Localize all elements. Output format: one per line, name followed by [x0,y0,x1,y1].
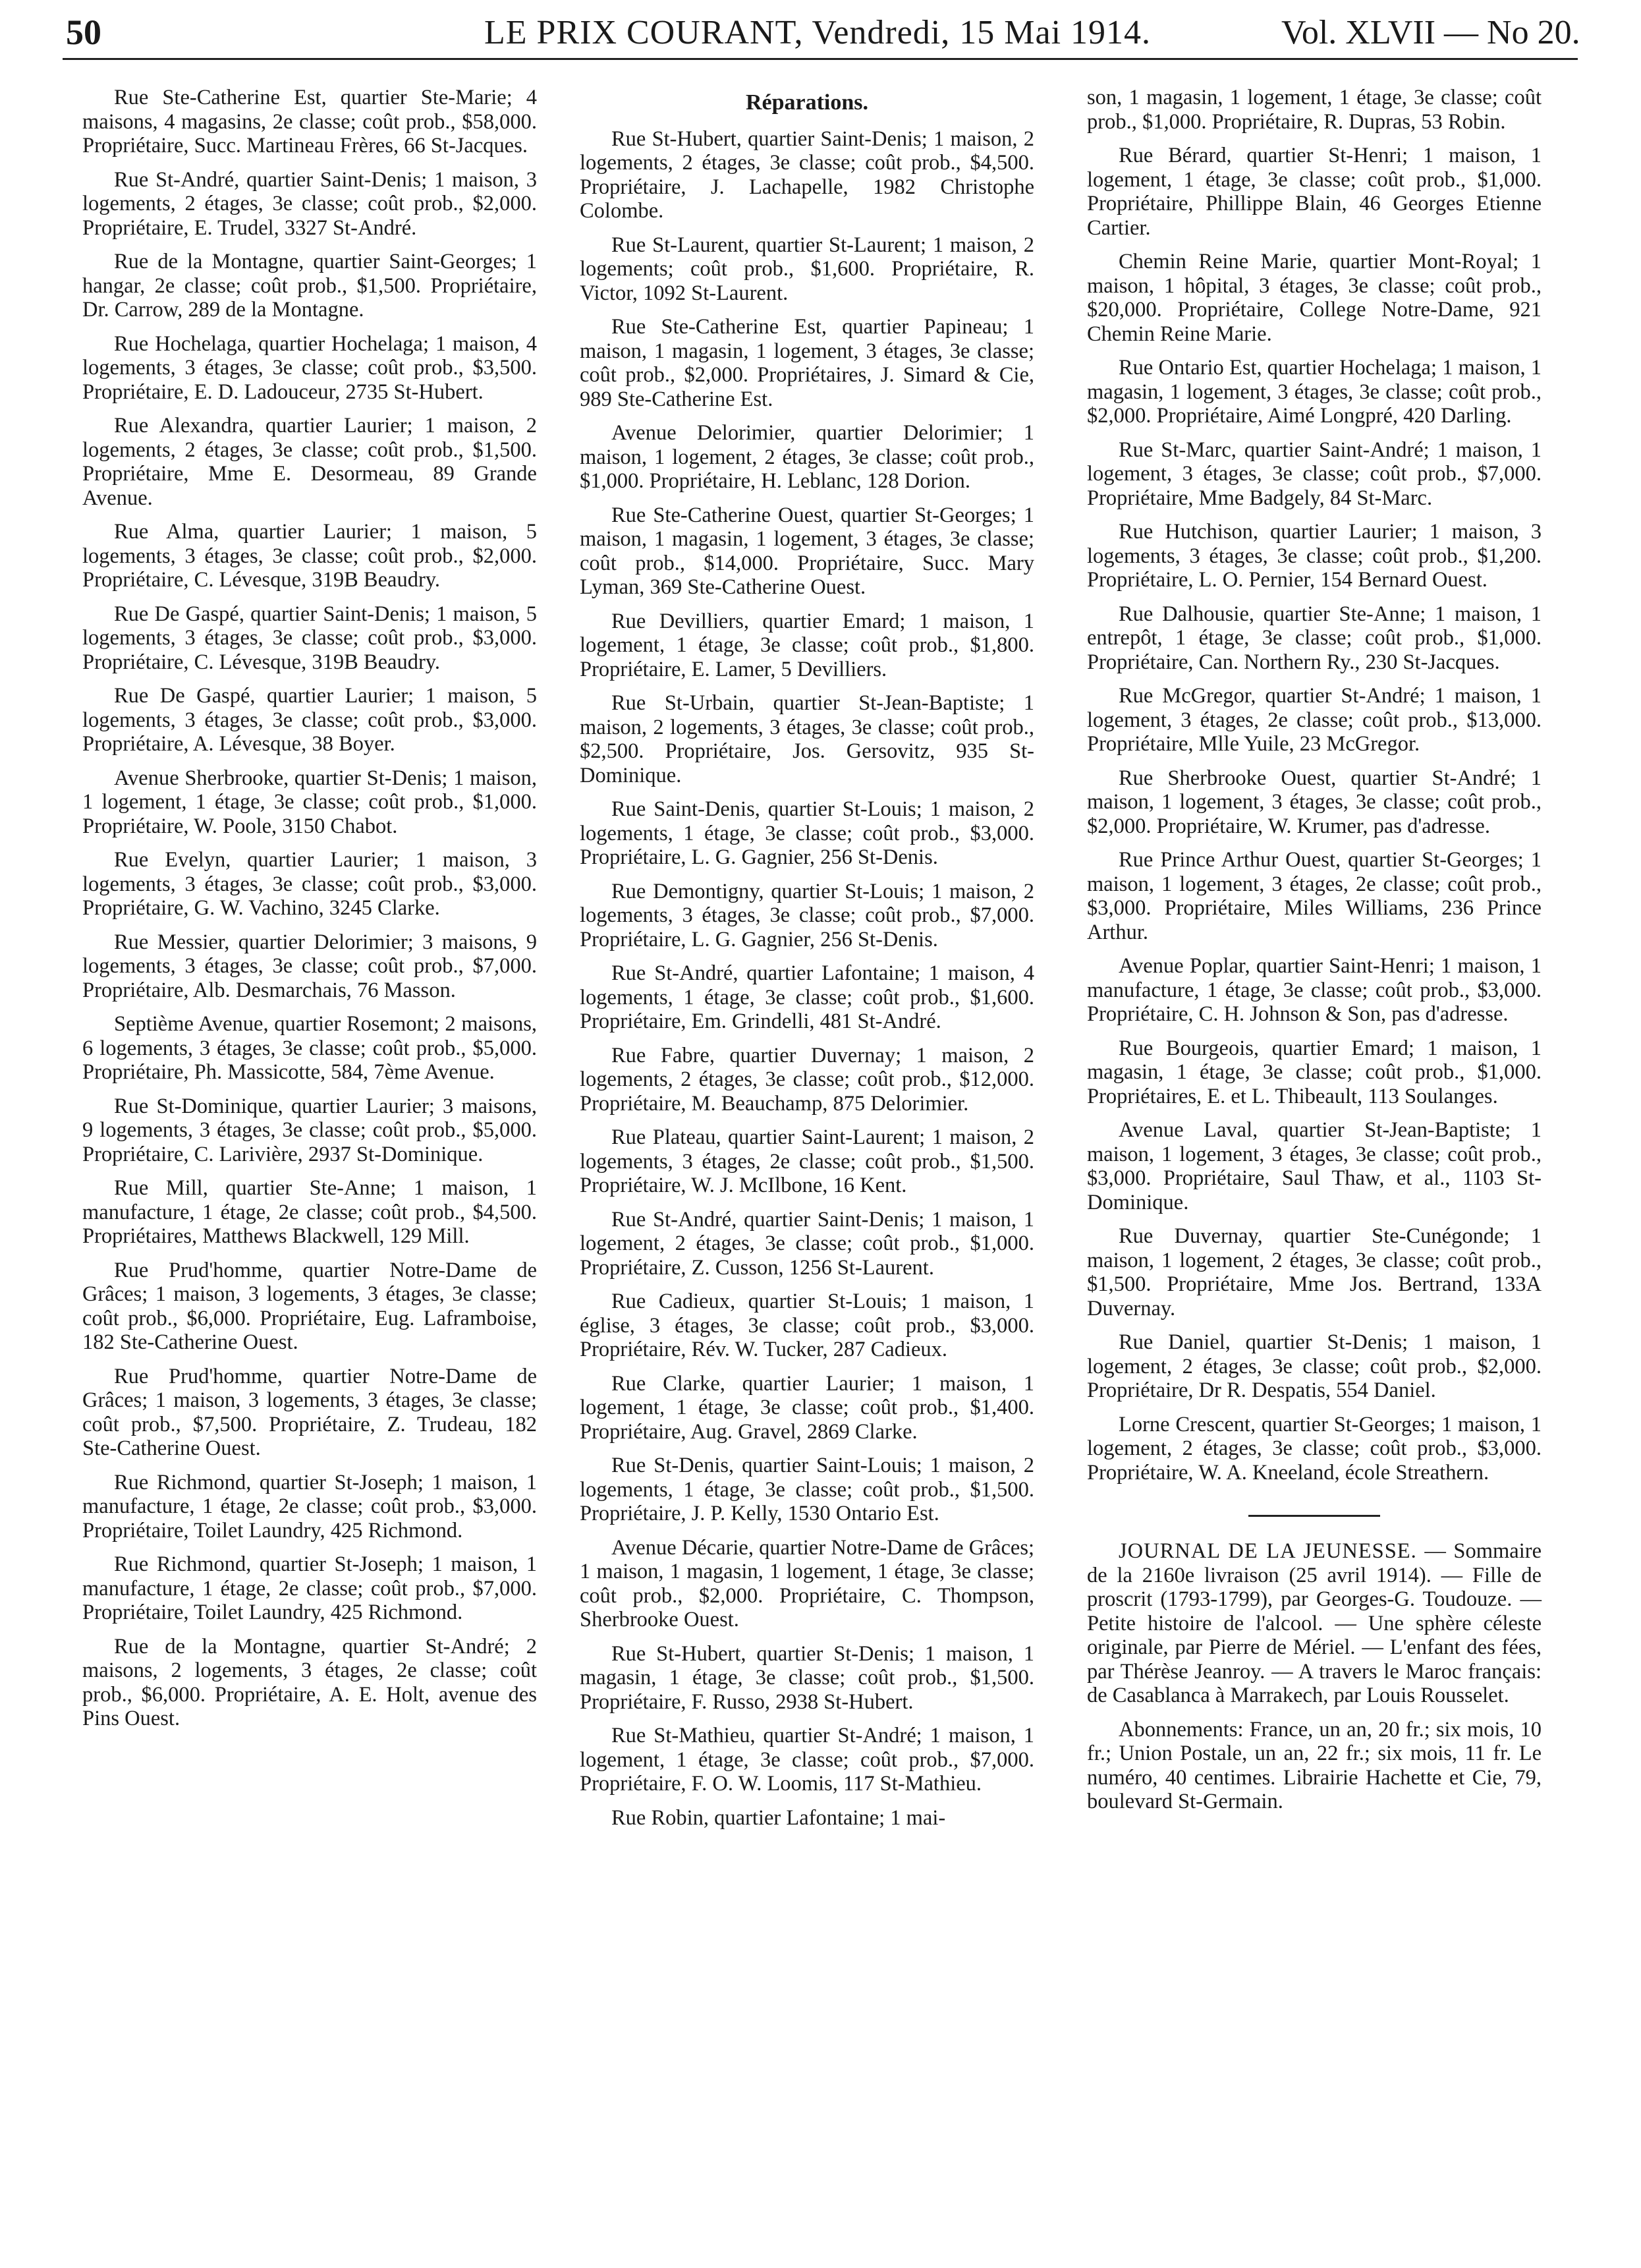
header-rule [63,58,1578,60]
listing: Rue De Gaspé, quartier Laurier; 1 maison, 5 logements, 3 étages, 3e classe; coût prob., $3,000. Propriétaire, A. Lévesque, 38 Boyer. [82,684,537,756]
listing: Rue Evelyn, quartier Laurier; 1 maison, 3 logements, 3 étages, 3e classe; coût prob., $3,000. Propriétaire, G. W. Vachino, 3245 Clarke. [82,848,537,920]
listing: Avenue Delorimier, quartier Delorimier; 1 maison, 1 logement, 2 étages, 3e classe; coût prob., $1,000. Propriétaire, H. Leblanc, 128 Dorion. [580,421,1034,493]
listing: Rue Prince Arthur Ouest, quartier St-Georges; 1 maison, 1 logement, 3 étages, 2e classe; coût prob., $3,000. Propriétaire, Miles Williams, 236 Prince Arthur. [1087,848,1542,944]
listing: Rue Alexandra, quartier Laurier; 1 maison, 2 logements, 2 étages, 3e classe; coût prob., $1,500. Propriétaire, Mme E. Desormeau, 89 Grande Avenue. [82,414,537,510]
journal-title: JOURNAL DE LA JEUNESSE. [1119,1539,1417,1563]
column-2 [580,86,1034,1840]
journal-summary-text: — Sommaire de la 2160e livraison (25 avril 1914). — Fille de proscrit (1793-1799), par Georges-G. Toudouze. — Petite histoire de l'alcool. — Une sphère céleste originale, par Pierre de Mériel. — L'enfant des fées, par Thérèse Jeanroy. — A travers le Maroc français: de Casablanca à Marrakech, par Louis Rousselet. [1087,1539,1542,1707]
listing: Rue St-Hubert, quartier Saint-Denis; 1 maison, 2 logements, 2 étages, 3e classe; coût prob., $4,500. Propriétaire, J. Lachapelle, 1982 Christophe Colombe. [580,127,1034,223]
journal-subscriptions: Abonnements: France, un an, 20 fr.; six mois, 10 fr.; Union Postale, un an, 22 fr.; six mois, 11 fr. Le numéro, 40 centimes. Librairie Hachette et Cie, 79, boulevard St-Germain. [1087,1717,1542,1813]
listing: Chemin Reine Marie, quartier Mont-Royal; 1 maison, 1 hôpital, 3 étages, 3e classe; coût prob., $20,000. Propriétaire, College Notre-Dame, 921 Chemin Reine Marie. [1087,250,1542,346]
listing: Rue Ste-Catherine Est, quartier Ste-Marie; 4 maisons, 4 magasins, 2e classe; coût prob., $58,000. Propriétaire, Succ. Martineau Frères, 66 St-Jacques. [82,86,537,157]
listing: Rue St-Dominique, quartier Laurier; 3 maisons, 9 logements, 3 étages, 3e classe; coût prob., $5,000. Propriétaire, C. Larivière, 2937 St-Dominique. [82,1094,537,1166]
listing: Rue Demontigny, quartier St-Louis; 1 maison, 2 logements, 3 étages, 3e classe; coût prob., $7,000. Propriétaire, L. G. Gagnier, 256 St-Denis. [580,879,1034,951]
page-number: 50 [66,13,101,52]
listing: Rue Richmond, quartier St-Joseph; 1 maison, 1 manufacture, 1 étage, 2e classe; coût prob., $3,000. Propriétaire, Toilet Laundry, 425 Richmond. [82,1470,537,1543]
listing: Rue Clarke, quartier Laurier; 1 maison, 1 logement, 1 étage, 3e classe; coût prob., $1,400. Propriétaire, Aug. Gravel, 2869 Clarke. [580,1371,1034,1444]
listing: Rue Duvernay, quartier Ste-Cunégonde; 1 maison, 1 logement, 2 étages, 3e classe; coût prob., $1,500. Propriétaire, Mme Jos. Bertrand, 133A Duvernay. [1087,1224,1542,1320]
listing: Rue St-Hubert, quartier St-Denis; 1 maison, 1 magasin, 1 étage, 3e classe; coût prob., $1,500. Propriétaire, F. Russo, 2938 St-Hubert. [580,1641,1034,1714]
listing: Rue Ste-Catherine Ouest, quartier St-Georges; 1 maison, 1 magasin, 1 logement, 3 étages, 3e classe; coût prob., $14,000. Propriétaire, Succ. Mary Lyman, 369 Ste-Catherine Ouest. [580,503,1034,599]
listing: Rue Ste-Catherine Est, quartier Papineau; 1 maison, 1 magasin, 1 logement, 3 étages, 3e classe; coût prob., $2,000. Propriétaires, J. Simard & Cie, 989 Ste-Catherine Est. [580,315,1034,411]
listing: Avenue Laval, quartier St-Jean-Baptiste; 1 maison, 1 logement, 3 étages, 3e classe; coût prob., $3,000. Propriétaire, Saul Thaw, et al., 1103 St-Dominique. [1087,1118,1542,1214]
listing: Rue Cadieux, quartier St-Louis; 1 maison, 1 église, 3 étages, 3e classe; coût prob., $3,000. Propriétaire, Rév. W. Tucker, 287 Cadieux. [580,1290,1034,1361]
section-heading-reparations: Réparations. [745,90,869,115]
listing: Rue Richmond, quartier St-Joseph; 1 maison, 1 manufacture, 1 étage, 2e classe; coût prob., $7,000. Propriétaire, Toilet Laundry, 425 Richmond. [82,1552,537,1624]
listing: Rue Devilliers, quartier Emard; 1 maison, 1 logement, 1 étage, 3e classe; coût prob., $1,800. Propriétaire, E. Lamer, 5 Devilliers. [580,609,1034,681]
listing: Avenue Décarie, quartier Notre-Dame de Grâces; 1 maison, 1 magasin, 1 logement, 1 étage, 3e classe; coût prob., $2,000. Propriétaire, C. Thompson, Sherbrooke Ouest. [580,1535,1034,1631]
listing: Rue St-Denis, quartier Saint-Louis; 1 maison, 2 logements, 1 étage, 3e classe; coût prob., $1,500. Propriétaire, J. P. Kelly, 1530 Ontario Est. [580,1454,1034,1525]
listing: Avenue Poplar, quartier Saint-Henri; 1 maison, 1 manufacture, 1 étage, 3e classe; coût prob., $3,000. Propriétaire, C. H. Johnson & Son, pas d'adresse. [1087,954,1542,1026]
listing: Lorne Crescent, quartier St-Georges; 1 maison, 1 logement, 2 étages, 3e classe; coût prob., $3,000. Propriétaire, W. A. Kneeland, école Streathern. [1087,1412,1542,1485]
listing: Rue Sherbrooke Ouest, quartier St-André; 1 maison, 1 logement, 3 étages, 3e classe; coût prob., $2,000. Propriétaire, W. Krumer, pas d'adresse. [1087,766,1542,838]
listing: Rue St-Marc, quartier Saint-André; 1 maison, 1 logement, 3 étages, 3e classe; coût prob., $7,000. Propriétaire, Mme Badgely, 84 St-Marc. [1087,438,1542,510]
listing: Rue Prud'homme, quartier Notre-Dame de Grâces; 1 maison, 3 logements, 3 étages, 3e classe; coût prob., $7,500. Propriétaire, Z. Trudeau, 182 Ste-Catherine Ouest. [82,1364,537,1460]
listing: Rue Alma, quartier Laurier; 1 maison, 5 logements, 3 étages, 3e classe; coût prob., $2,000. Propriétaire, C. Lévesque, 319B Beaudry. [82,520,537,592]
listing: Rue Bérard, quartier St-Henri; 1 maison, 1 logement, 1 étage, 3e classe; coût prob., $1,000. Propriétaire, Phillippe Blain, 46 Georges Etienne Cartier. [1087,144,1542,240]
page-header [0,0,1641,66]
listing: Rue St-André, quartier Lafontaine; 1 maison, 4 logements, 1 étage, 3e classe; coût prob., $1,600. Propriétaire, Em. Grindelli, 481 St-André. [580,961,1034,1033]
listing: Avenue Sherbrooke, quartier St-Denis; 1 maison, 1 logement, 1 étage, 3e classe; coût prob., $1,000. Propriétaire, W. Poole, 3150 Chabot. [82,766,537,838]
listing: Rue Plateau, quartier Saint-Laurent; 1 maison, 2 logements, 3 étages, 2e classe; coût prob., $1,500. Propriétaire, W. J. McIlbone, 16 Kent. [580,1125,1034,1197]
listing: Rue De Gaspé, quartier Saint-Denis; 1 maison, 5 logements, 3 étages, 3e classe; coût prob., $3,000. Propriétaire, C. Lévesque, 319B Beaudry. [82,602,537,674]
listing: Rue Saint-Denis, quartier St-Louis; 1 maison, 2 logements, 1 étage, 3e classe; coût prob., $3,000. Propriétaire, L. G. Gagnier, 256 St-Denis. [580,797,1034,869]
listing: Rue St-Urbain, quartier St-Jean-Baptiste; 1 maison, 2 logements, 3 étages, 3e classe; coût prob., $2,500. Propriétaire, Jos. Gersovitz, 935 St-Dominique. [580,691,1034,787]
listing: Rue McGregor, quartier St-André; 1 maison, 1 logement, 3 étages, 2e classe; coût prob., $13,000. Propriétaire, Mlle Yuile, 23 McGregor. [1087,684,1542,756]
listing: Rue Robin, quartier Lafontaine; 1 mai- [611,1805,946,1830]
section-divider [1248,1515,1380,1517]
listing: Rue St-André, quartier Saint-Denis; 1 maison, 1 logement, 2 étages, 3e classe; coût prob., $1,000. Propriétaire, Z. Cusson, 1256 St-Laurent. [580,1207,1034,1280]
column-3 [1087,86,1542,1824]
listing: Rue Ontario Est, quartier Hochelaga; 1 maison, 1 magasin, 1 logement, 3 étages, 3e classe; coût prob., $2,000. Propriétaire, Aimé Longpré, 420 Darling. [1087,356,1542,428]
volume-number: Vol. XLVII — No 20. [1281,14,1580,51]
publication-title: LE PRIX COURANT, Vendredi, 15 Mai 1914. [484,14,1152,51]
listing: Rue Daniel, quartier St-Denis; 1 maison, 1 logement, 2 étages, 3e classe; coût prob., $2,000. Propriétaire, Dr R. Despatis, 554 Daniel. [1087,1330,1542,1402]
listing: Rue Mill, quartier Ste-Anne; 1 maison, 1 manufacture, 1 étage, 2e classe; coût prob., $4,500. Propriétaires, Matthews Blackwell, 129 Mill. [82,1176,537,1248]
listing: Rue de la Montagne, quartier St-André; 2 maisons, 2 logements, 3 étages, 2e classe; coût prob., $6,000. Propriétaire, A. E. Holt, avenue des Pins Ouest. [82,1634,537,1730]
listing: Rue Messier, quartier Delorimier; 3 maisons, 9 logements, 3 étages, 3e classe; coût prob., $7,000. Propriétaire, Alb. Desmarchais, 76 Masson. [82,930,537,1002]
listing: Rue Prud'homme, quartier Notre-Dame de Grâces; 1 maison, 3 logements, 3 étages, 3e classe; coût prob., $6,000. Propriétaire, Eug. Laframboise, 182 Ste-Catherine Ouest. [82,1258,537,1354]
listing: Rue de la Montagne, quartier Saint-Georges; 1 hangar, 2e classe; coût prob., $1,500. Propriétaire, Dr. Carrow, 289 de la Montagne. [82,250,537,322]
listing: Rue St-Mathieu, quartier St-André; 1 maison, 1 logement, 1 étage, 3e classe; coût prob., $7,000. Propriétaire, F. O. W. Loomis, 117 St-Mathieu. [580,1724,1034,1796]
listing: Rue Hochelaga, quartier Hochelaga; 1 maison, 4 logements, 3 étages, 3e classe; coût prob., $3,500. Propriétaire, E. D. Ladouceur, 2735 St-Hubert. [82,331,537,404]
listing: Rue Hutchison, quartier Laurier; 1 maison, 3 logements, 3 étages, 3e classe; coût prob., $1,200. Propriétaire, L. O. Pernier, 154 Bernard Ouest. [1087,520,1542,592]
listing: Rue St-Laurent, quartier St-Laurent; 1 maison, 2 logements; coût prob., $1,600. Propriétaire, R. Victor, 1092 St-Laurent. [580,233,1034,305]
column-1 [82,86,537,1741]
listing: Septième Avenue, quartier Rosemont; 2 maisons, 6 logements, 3 étages, 3e classe; coût prob., $5,000. Propriétaire, Ph. Massicotte, 584, 7ème Avenue. [82,1012,537,1084]
listing: Rue Dalhousie, quartier Ste-Anne; 1 maison, 1 entrepôt, 1 étage, 3e classe; coût prob., $1,000. Propriétaire, Can. Northern Ry., 230 St-Jacques. [1087,602,1542,674]
listing: Rue Fabre, quartier Duvernay; 1 maison, 2 logements, 2 étages, 3e classe; coût prob., $12,000. Propriétaire, M. Beauchamp, 875 Delorimier. [580,1043,1034,1116]
listing: Rue St-André, quartier Saint-Denis; 1 maison, 3 logements, 2 étages, 3e classe; coût prob., $2,000. Propriétaire, E. Trudel, 3327 St-André. [82,167,537,240]
listing: Rue Bourgeois, quartier Emard; 1 maison, 1 magasin, 1 étage, 3e classe; coût prob., $1,000. Propriétaires, E. et L. Thibeault, 113 Soulanges. [1087,1036,1542,1108]
listing-continued: son, 1 magasin, 1 logement, 1 étage, 3e classe; coût prob., $1,000. Propriétaire, R. Dupras, 53 Robin. [1087,86,1542,134]
journal-summary [1087,1539,1542,1708]
